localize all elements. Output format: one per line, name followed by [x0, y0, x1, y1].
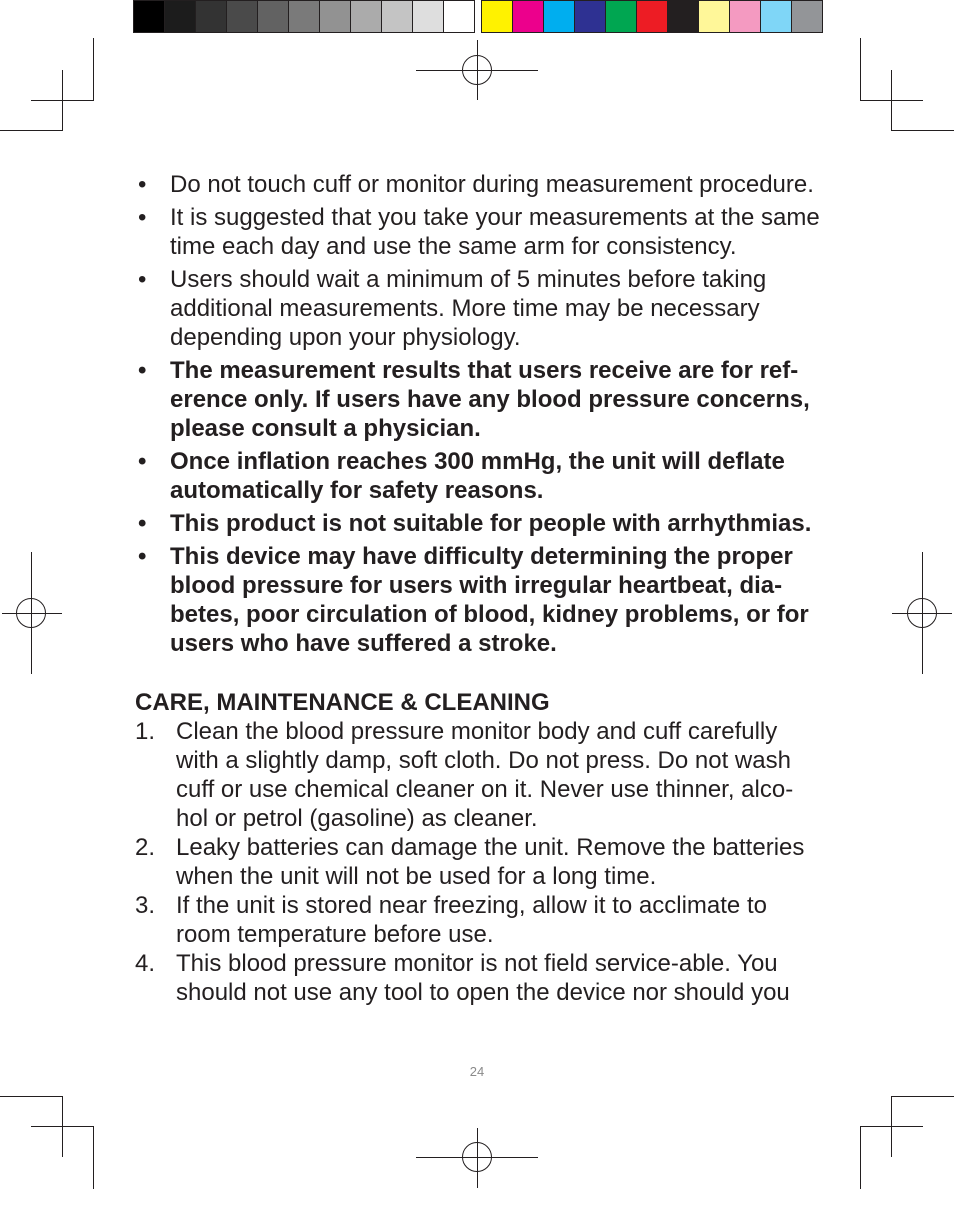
care-item	[135, 949, 825, 1007]
care-item-text: Clean the blood pressure monitor body and cuff carefully with a slightly damp, soft cloth. Do not press. Do not wash cuff or use chemical cleaner on it. Never use thinner, alco-hol or petrol (gasoline) as cleaner.	[176, 718, 794, 832]
color-swatch	[513, 0, 544, 33]
gray-swatch	[320, 0, 351, 33]
care-item-number: 1.	[135, 718, 156, 745]
care-item	[135, 833, 825, 891]
page-number: 24	[469, 1064, 485, 1079]
care-item-text: Leaky batteries can damage the unit. Remove the batteries when the unit will not be used for a long time.	[176, 834, 805, 890]
precaution-item	[135, 542, 825, 658]
color-swatch	[481, 0, 513, 33]
registration-circle	[462, 1142, 492, 1172]
bullet-icon: •	[138, 204, 147, 231]
spot-color-calibration-bar	[481, 0, 823, 33]
crop-mark	[31, 1126, 94, 1127]
color-swatch	[637, 0, 668, 33]
crop-mark	[93, 1126, 94, 1189]
registration-circle	[907, 598, 937, 628]
precaution-item	[135, 203, 825, 261]
precaution-text: This product is not suitable for people with arrhythmias.	[170, 510, 812, 537]
precaution-item	[135, 447, 825, 505]
care-item	[135, 717, 825, 833]
bullet-icon: •	[138, 510, 147, 537]
crop-mark	[93, 38, 94, 101]
crop-mark	[0, 130, 63, 131]
grayscale-calibration-bar	[133, 0, 475, 33]
gray-swatch	[133, 0, 165, 33]
crop-mark	[860, 38, 861, 101]
page-content	[135, 170, 825, 1007]
color-swatch	[699, 0, 730, 33]
color-swatch	[544, 0, 575, 33]
crop-mark	[891, 130, 954, 131]
care-item-number: 3.	[135, 892, 156, 919]
gray-swatch	[227, 0, 258, 33]
crop-mark	[860, 1126, 923, 1127]
precaution-item	[135, 509, 825, 538]
care-heading: CARE, MAINTENANCE & CLEANING	[135, 689, 550, 716]
precaution-text: Once inflation reaches 300 mmHg, the unit will deflate automatically for safety reasons.	[170, 448, 785, 504]
gray-swatch	[351, 0, 382, 33]
color-swatch	[606, 0, 637, 33]
care-item-text: If the unit is stored near freezing, allow it to acclimate to room temperature before use.	[176, 892, 767, 948]
gray-swatch	[289, 0, 320, 33]
care-item-number: 2.	[135, 834, 156, 861]
color-swatch	[792, 0, 823, 33]
bullet-icon: •	[138, 266, 147, 293]
bullet-icon: •	[138, 543, 147, 570]
color-swatch	[761, 0, 792, 33]
gray-swatch	[382, 0, 413, 33]
gray-swatch	[258, 0, 289, 33]
precaution-text: Users should wait a minimum of 5 minutes before taking additional measurements. More time may be necessary depending upon your physiology.	[170, 266, 767, 351]
bullet-icon: •	[138, 448, 147, 475]
bullet-icon: •	[138, 171, 147, 198]
care-item-text: This blood pressure monitor is not field service-able. You should not use any tool to open the device nor should you	[176, 950, 790, 1006]
registration-circle	[16, 598, 46, 628]
precaution-item	[135, 356, 825, 443]
care-item-number: 4.	[135, 950, 156, 977]
care-item	[135, 891, 825, 949]
precautions-list	[135, 170, 825, 658]
gray-swatch	[165, 0, 196, 33]
precaution-item	[135, 170, 825, 199]
crop-mark	[62, 70, 63, 131]
color-swatch	[730, 0, 761, 33]
care-list	[135, 717, 825, 1007]
precaution-text: The measurement results that users receive are for ref-erence only. If users have any blood pressure concerns, please consult a physician.	[170, 357, 810, 442]
precaution-text: This device may have difficulty determining the proper blood pressure for users with irregular heartbeat, dia-betes, poor circulation of blood, kidney problems, or for users who have suffered a stroke.	[170, 543, 809, 657]
precaution-text: Do not touch cuff or monitor during measurement procedure.	[170, 171, 814, 198]
gray-swatch	[444, 0, 475, 33]
color-swatch	[575, 0, 606, 33]
color-swatch	[668, 0, 699, 33]
gray-swatch	[413, 0, 444, 33]
gray-swatch	[196, 0, 227, 33]
crop-mark	[891, 1096, 954, 1097]
crop-mark	[860, 1126, 861, 1189]
precaution-item	[135, 265, 825, 352]
crop-mark	[0, 1096, 63, 1097]
crop-mark	[891, 70, 892, 131]
bullet-icon: •	[138, 357, 147, 384]
precaution-text: It is suggested that you take your measurements at the same time each day and use the same arm for consistency.	[170, 204, 820, 260]
registration-circle	[462, 55, 492, 85]
